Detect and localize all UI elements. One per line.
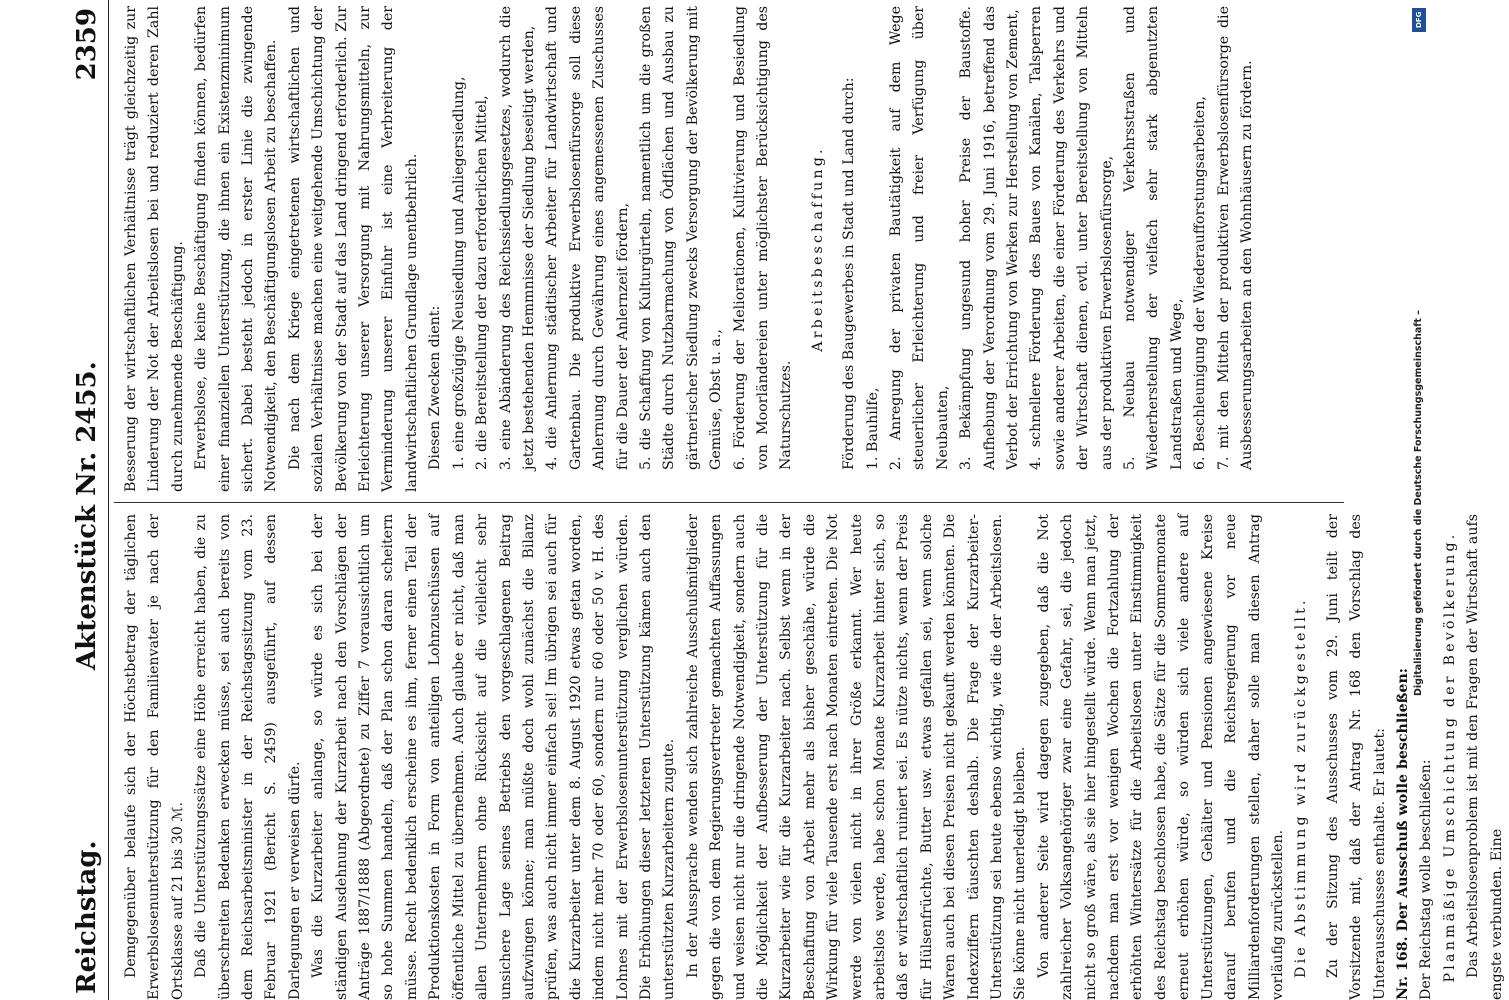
paragraph: Förderung des Baugewerbes in Stadt und Land durch: [841, 77, 858, 470]
list-item: 1. Bauhilfe, [864, 387, 881, 470]
right-column [120, 6, 1260, 492]
paragraph: In der Aussprache wenden sich zahlreiche Ausschußmitglieder gegen die von dem Regierungsvertreter gemachten Auffassungen und weisen nicht nur die dringende Notwendigkeit, sondern auch die Möglichkeit der Aufbesserung der Unterstützung für die Kurzarbeiter wie für die Kurzarbeiter nach. Selbst wenn in der Beschaffung von Arbeit mehr als bisher geschähe, würde die Wirkung für viele Tausende erst nach Monaten eintreten. Die Not werde von vielen nicht in ihrer Größe erkannt. Wer heute arbeitslos werde, habe schon Monate Kurzarbeit hinter sich, so daß er wirtschaftlich ruiniert sei. Es nütze nichts, wenn der Preis für Hülsenfrüchte, Butter usw. etwas gefallen sei, wenn solche Waren auch bei diesen Preisen nicht gekauft werden könnten. Die Indexziffern täuschten deshalb. Die Frage der Kurzarbeiter-Unterstützung sei heute ebenso wichtig, wie die der Arbeitslosen. Sie könne nicht unerledigt bleiben. [684, 514, 1029, 1000]
list-item: 5. Neubau notwendiger Verkehrsstraßen und Wiederherstellung der vielfach sehr stark abgenutzten Landstraßen und Wege, [1122, 6, 1185, 470]
paragraph: Demgegenüber belaufe sich der Höchstbetrag der täglichen Erwerbslosenunterstützung für den Familienvater je nach der Ortsklasse auf 21 bis 30 ℳ. [123, 514, 186, 1000]
list-item: 6. Beschleunigung der Wiederaufforstungsarbeiten, [1192, 96, 1209, 470]
paragraph: Daß die Unterstützungssätze eine Höhe erreicht haben, die zu überschreiten Bedenken erwecken müsse, sei auch bereits von dem Reichsarbeitsminister in der Reichstagssitzung vom 23. Februar 1921 (Bericht S. 2459) ausgeführt, auf dessen Darlegungen er verweisen dürfe. [193, 514, 303, 1000]
digitization-sidebar [1404, 0, 1434, 1000]
paragraph: Von anderer Seite wird dagegen zugegeben, daß die Not zahlreicher Volksangehöriger zwar eine Gefahr, sei, die jedoch nicht so groß wäre, als sie hier hingestellt würde. Wenn man jetzt, nachdem man erst vor wenigen Wochen die Fortzahlung der erhöhten Wintersätze für die Arbeitslosen unter Einstimmigkeit des Reichstag beschlossen habe, die Sätze für die Sommermonate erneut erhöhen würde, so würden sich viele andere auf Unterstützungen, Gehälter und Pensionen angewiesene Kreise darauf berufen und die Reichsregierung vor neue Milliardenforderungen stellen, daher solle man diesen Antrag vorläufig zurückstellen. [1035, 514, 1286, 1000]
list-item: 4. die Anlernung städtischer Arbeiter für Landwirtschaft und Gartenbau. Die produktive Erwerbslosenfürsorge soll diese Anlernung durch Gewährung eines angemessenen Zuschusses für die Dauer der Anlernzeit fördern, [544, 6, 631, 470]
list-item: 7. mit den Mitteln der produktiven Erwerbslosenfürsorge die Ausbesserungsarbeiten an den Wohnhäusern zu fördern. [1215, 6, 1256, 470]
list-item: 3. Bekämpfung ungesund hoher Preise der Baustoffe. Aufhebung der Verordnung vom 29. Juni 1916, betreffend das Verbot der Errichtung von Werken zur Herstellung von Zement, [958, 6, 1022, 470]
dfg-logo: DFG [1412, 8, 1426, 32]
list-item: 2. die Bereitstellung der dazu erforderlichen Mittel, [474, 95, 491, 470]
list-item: 2. Anregung der privaten Bautätigkeit auf dem Wege steuerlicher Erleichterung und freier Verfügung über Neubauten, [888, 6, 951, 470]
paragraph: Erwerbslose, die keine Beschäftigung finden können, bedürfen einer finanziellen Unterstützung, die ihnen ein Existenzminimum sichert. Dabei besteht jedoch in erster Linie die zwingende Notwendigkeit, den Beschäftigungslosen Arbeit zu beschaffen. [193, 6, 280, 492]
column-divider [114, 502, 1344, 503]
list-item: 5. die Schaffung von Kulturgürteln, namentlich um die großen Städte durch Nutzbarmachung von Ödflächen und Ausbau zu gärtnerischer Siedlung zwecks Versorgung der Bevölkerung mit Gemüse, Obst u. a., [637, 6, 725, 470]
header-chamber: Reichstag. [72, 840, 102, 994]
header-document-number: Aktenstück Nr. 2455. [72, 361, 102, 670]
list-item: 4. schnellere Förderung des Baues von Kanälen, Talsperren sowie anderer Arbeiten, die einer Förderung des Verkehrs und der Wirtschaft dienen, evtl. unter Bereitstellung von Mitteln aus der produktiven Erwerbslosenfürsorge, [1028, 6, 1115, 470]
list-item: 6. Förderung der Meliorationen, Kultivierung und Besiedlung von Moorländereien unter möglichster Berücksichtigung des Naturschutzes. [731, 6, 795, 470]
list-item: 3. eine Abänderung des Reichssiedlungsgesetzes, wodurch die jetzt bestehenden Hemmnisse der Siedlung beseitigt werden, [497, 6, 537, 470]
paragraph: Zu der Sitzung des Ausschusses vom 29. Juni teilt der Vorsitzende mit, daß der Antrag Nr. 168 den Vorschlag des Unterausschusses enthalte. Er lautet: [1324, 514, 1388, 1000]
page-header [70, 0, 109, 1000]
motion-intro: Der Reichstag wolle beschließen: [1418, 759, 1435, 1000]
paragraph: Das Arbeitslosenproblem ist mit den Fragen der Wirtschaft aufs engste verbunden. Eine [1465, 514, 1505, 1000]
header-page-number: 2359 [72, 8, 102, 81]
paragraph: Besserung der wirtschaftlichen Verhältnisse trägt gleichzeitig zur Linderung der Not der Arbeitslosen bei und reduziert deren Zahl durch zunehmende Beschäftigung. [123, 6, 186, 492]
list-item: 1. eine großzügige Neusiedlung und Anliegersiedlung, [450, 76, 467, 470]
section-heading: Planmäßige Umschichtung der Bevölkerung. [1441, 531, 1458, 983]
digitization-note: Digitalisierung gefördert durch die Deutsche Forschungsgemeinschaft – [1413, 309, 1424, 696]
left-column [120, 514, 1509, 1000]
paragraph: Was die Kurzarbeiter anlange, so würde es sich bei der ständigen Ausdehnung der Kurzarbeit nach den Vorschlägen der Anträge 1887/1888 (Abgeordnete) zu Ziffer 7 voraussichtlich um so hohe Summen handeln, daß der Plan schon daran scheitern müsse. Recht bedenklich erscheine es ihm, ferner einen Teil der Produktionskosten in Form von anteiligen Lohnzuschüssen auf öffentliche Mittel zu übernehmen. Auch glaube er nicht, daß man allen Unternehmern ohne Rücksicht auf die vielleicht sehr unsichere Lage seines Betriebs den vorgeschlagenen Beitrag aufzwingen könne; man müßte doch wohl zunächst die Bilanz prüfen, was auch nicht immer einfach sei! Im übrigen sei auch für die Kurzarbeiter unter dem 8. August 1920 etwas getan worden, indem nicht mehr 70 oder 60, sondern nur 60 oder 50 v. H. des Lohnes mit der Erwerbslosenunterstützung verglichen würden. Die Erhöhungen dieser letzteren Unterstützung kämen auch den unterstützten Kurzarbeitern zugute. [310, 514, 678, 1000]
paragraph: Die nach dem Kriege eingetretenen wirtschaftlichen und sozialen Verhältnisse machen eine weitgehende Umschichtung der Bevölkerung von der Stadt auf das Land dringend erforderlich. Zur Erleichterung unserer Versorgung mit Nahrungsmitteln, zur Verminderung unserer Einfuhr ist eine Verbreiterung der landwirtschaftlichen Grundlage unentbehrlich. [286, 6, 420, 492]
section-heading: Arbeitsbeschaffung. [809, 146, 826, 352]
vote-deferred-note: Die Abstimmung wird zurückgestellt. [1293, 597, 1310, 978]
motion-number: Nr. 168. Der Ausschuß wolle beschließen: [1394, 667, 1411, 1000]
paragraph: Diesen Zwecken dient: [427, 305, 444, 470]
